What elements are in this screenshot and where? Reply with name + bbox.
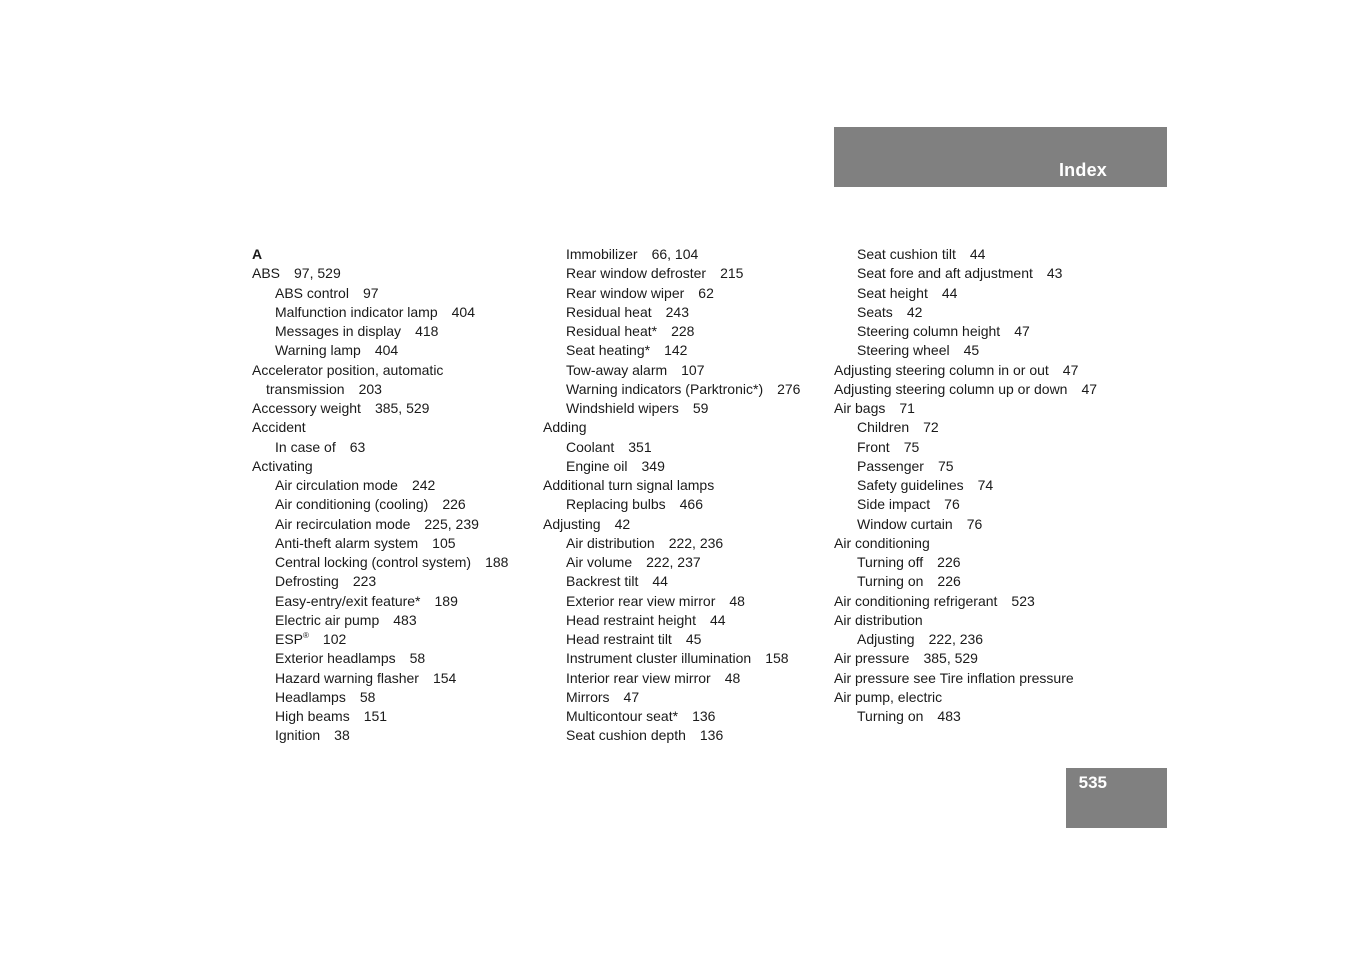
index-letter-heading [252, 245, 542, 264]
index-page-ref: 189 [434, 592, 458, 609]
index-entry [252, 688, 542, 707]
page-number-tab [1066, 768, 1167, 828]
index-page-ref: 45 [685, 631, 702, 647]
index-term: Exterior headlamps [275, 650, 396, 667]
page-number: 535 [1078, 773, 1107, 792]
index-term: Steering column height [857, 323, 1001, 339]
index-page-ref: 228 [671, 323, 695, 339]
index-page-ref: 188 [485, 554, 509, 570]
index-page-ref: 43 [1046, 265, 1063, 282]
index-page-ref: 136 [699, 727, 724, 744]
index-entry [543, 534, 833, 553]
index-entry [252, 457, 542, 476]
index-term: Warning lamp [275, 342, 361, 359]
index-entry [834, 515, 1124, 534]
index-term: Seat fore and aft adjustment [857, 265, 1033, 282]
index-page-ref: 44 [969, 246, 986, 262]
index-page-ref: 44 [652, 573, 668, 590]
index-page-ref: 107 [681, 361, 705, 378]
index-entry [543, 438, 833, 457]
index-page-ref: 105 [432, 534, 456, 551]
index-page-ref: 136 [692, 708, 716, 724]
section-header-tab [834, 127, 1167, 187]
index-page-ref: 523 [1011, 592, 1035, 609]
index-entry [252, 438, 542, 457]
index-term: ABS control [275, 284, 349, 301]
index-term: Air distribution [566, 534, 655, 551]
index-entry [543, 611, 833, 630]
index-term: Head restraint tilt [566, 631, 672, 647]
index-page-ref: 243 [665, 303, 689, 320]
index-term: A [252, 246, 263, 262]
index-page-ref: 404 [374, 342, 399, 359]
index-term: Easy-entry/exit feature* [275, 592, 421, 609]
index-term: Tow-away alarm [566, 361, 668, 378]
index-entry [543, 592, 833, 611]
index-entry [252, 649, 542, 668]
index-page-ref: 75 [937, 457, 954, 474]
index-page-ref: 48 [729, 592, 745, 609]
index-page-ref: 42 [614, 515, 631, 532]
index-entry [834, 592, 1124, 611]
index-term: Accessory weight [252, 400, 361, 416]
index-term: Air bags [834, 400, 886, 416]
index-entry [834, 245, 1124, 264]
index-term: Adding [543, 419, 587, 436]
index-column-2 [543, 245, 833, 746]
index-page-ref: 225, 239 [424, 515, 479, 532]
index-entry [543, 669, 833, 688]
index-term: Hazard warning flasher [275, 669, 419, 686]
index-page-ref: 62 [698, 284, 714, 301]
index-page-ref: 154 [432, 669, 457, 686]
index-entry [834, 322, 1124, 341]
index-entry [834, 534, 1124, 553]
index-entry [543, 630, 833, 649]
index-page-ref: 38 [334, 727, 350, 744]
index-term: Air conditioning refrigerant [834, 592, 998, 609]
index-term: Seat cushion depth [566, 727, 686, 744]
index-column-1 [252, 245, 542, 746]
index-entry [834, 399, 1124, 418]
index-term: Seat height [857, 284, 928, 301]
index-page-ref: 151 [363, 708, 388, 724]
index-entry [834, 418, 1124, 437]
index-page-ref: 158 [765, 650, 789, 667]
index-term: Air pump, electric [834, 688, 943, 705]
index-term: Electric air pump [275, 611, 380, 628]
index-page-ref: 42 [906, 303, 923, 320]
index-page-ref: 222, 236 [668, 534, 724, 551]
index-entry [252, 341, 542, 360]
index-entry [543, 572, 833, 591]
index-term: Adjusting [857, 631, 915, 647]
index-page-ref: 74 [977, 477, 994, 493]
index-entry [834, 707, 1124, 726]
index-entry [543, 649, 833, 668]
index-term: Rear window wiper [566, 284, 685, 301]
index-term: Backrest tilt [566, 573, 639, 590]
index-entry [834, 457, 1124, 476]
index-entry [543, 726, 833, 745]
index-term: Accelerator position, automatic [252, 361, 444, 378]
index-entry [834, 380, 1124, 399]
index-page-ref: 58 [359, 688, 376, 705]
index-entry [252, 726, 542, 745]
index-term: Passenger [857, 457, 924, 474]
index-term: Steering wheel [857, 342, 950, 359]
index-column-3 [834, 245, 1124, 726]
index-entry [834, 611, 1124, 630]
index-page-ref: 242 [411, 477, 436, 493]
index-entry [543, 515, 833, 534]
index-term: Additional turn signal lamps [543, 477, 715, 493]
index-page-ref: 72 [923, 419, 939, 436]
index-term: transmission [266, 380, 345, 397]
index-entry [834, 361, 1124, 380]
index-entry [252, 553, 542, 572]
index-term: Anti-theft alarm system [275, 534, 419, 551]
index-page-ref: 47 [1014, 323, 1030, 339]
index-entry [252, 476, 542, 495]
index-page-ref: 47 [1062, 361, 1079, 378]
index-entry [543, 361, 833, 380]
index-entry [252, 418, 542, 437]
index-term: Replacing bulbs [566, 496, 666, 513]
index-entry [252, 303, 542, 322]
index-entry [543, 418, 833, 437]
index-term: Defrosting [275, 573, 339, 590]
index-term: Air volume [566, 554, 633, 570]
index-entry [543, 688, 833, 707]
index-page-ref: 142 [664, 342, 688, 359]
index-term: Front [857, 438, 890, 455]
index-term: ABS [252, 265, 281, 282]
index-term: Turning off [857, 554, 924, 570]
index-term: Head restraint height [566, 611, 696, 628]
index-page-ref: 215 [720, 265, 744, 282]
index-page-ref: 226 [442, 496, 466, 513]
index-page-ref: 97, 529 [294, 265, 341, 282]
index-entry [543, 322, 833, 341]
index-entry [543, 553, 833, 572]
index-term: Safety guidelines [857, 477, 964, 493]
index-entry [543, 457, 833, 476]
index-entry [252, 515, 542, 534]
index-term: Residual heat* [566, 323, 658, 339]
index-page-ref: 222, 237 [646, 554, 701, 570]
index-term: Air distribution [834, 611, 923, 628]
index-entry [252, 534, 542, 553]
index-entry [543, 264, 833, 283]
index-entry [834, 669, 1124, 688]
index-term: Seat cushion tilt [857, 246, 956, 262]
index-page-ref: 75 [903, 438, 920, 455]
index-entry [834, 264, 1124, 283]
index-term: Air pressure [834, 650, 910, 667]
index-entry [252, 630, 542, 649]
index-page-ref: 226 [937, 554, 961, 570]
index-page-ref: 351 [628, 438, 652, 455]
index-page-ref: 76 [966, 515, 983, 532]
index-page-ref: 418 [415, 323, 439, 339]
index-term: High beams [275, 708, 350, 724]
index-term: In case of [275, 438, 336, 455]
index-entry [834, 284, 1124, 303]
index-entry [252, 380, 542, 399]
index-term: Side impact [857, 496, 931, 513]
index-entry [252, 572, 542, 591]
index-term: Children [857, 419, 910, 436]
index-entry [252, 264, 542, 283]
index-entry [834, 476, 1124, 495]
index-entry [543, 341, 833, 360]
index-page-ref: 483 [937, 708, 961, 724]
index-term: Adjusting [543, 515, 601, 532]
index-entry [834, 572, 1124, 591]
index-page-ref: 76 [944, 496, 960, 513]
index-page-ref: 385, 529 [923, 650, 978, 667]
index-page-ref: 385, 529 [374, 400, 430, 416]
index-term: Activating [252, 457, 313, 474]
index-page-ref: 226 [937, 573, 961, 590]
index-page-ref: 203 [358, 380, 382, 397]
index-page-ref: 45 [963, 342, 980, 359]
index-entry [834, 553, 1124, 572]
index-entry [252, 592, 542, 611]
index-entry [252, 495, 542, 514]
index-term: Rear window defroster [566, 265, 707, 282]
index-term: Messages in display [275, 323, 402, 339]
index-entry [834, 303, 1124, 322]
index-term: Multicontour seat* [566, 708, 679, 724]
index-entry [834, 688, 1124, 707]
index-page-ref: 48 [724, 669, 741, 686]
index-term: Malfunction indicator lamp [275, 303, 438, 320]
index-page-ref: 71 [899, 400, 915, 416]
index-entry [252, 707, 542, 726]
index-term: Air pressure see Tire inflation pressure [834, 669, 1074, 686]
index-page-ref: 59 [692, 400, 709, 416]
index-term: Air conditioning (cooling) [275, 496, 429, 513]
index-entry [543, 380, 833, 399]
index-entry [834, 649, 1124, 668]
index-entry [252, 669, 542, 688]
index-term: Interior rear view mirror [566, 669, 711, 686]
index-page-ref: 63 [349, 438, 366, 455]
index-term: Residual heat [566, 303, 652, 320]
index-term: Accident [252, 419, 306, 436]
index-term: Coolant [566, 438, 615, 455]
index-page-ref: 44 [941, 284, 958, 301]
index-term: Seat heating* [566, 342, 651, 359]
index-term: Turning on [857, 708, 924, 724]
index-term: Ignition [275, 727, 321, 744]
index-page-ref: 404 [451, 303, 475, 320]
index-page-ref: 47 [623, 688, 640, 705]
index-entry [543, 284, 833, 303]
index-page-ref: 102 [322, 631, 347, 647]
index-entry [543, 245, 833, 264]
index-entry [543, 303, 833, 322]
index-page-ref: 222, 236 [928, 631, 984, 647]
index-page-ref: 44 [709, 611, 726, 628]
index-term: Adjusting steering column up or down [834, 380, 1068, 397]
index-term: Headlamps [275, 688, 346, 705]
index-entry [834, 341, 1124, 360]
index-entry [252, 322, 542, 341]
index-entry [252, 399, 542, 418]
index-page-ref: 223 [352, 573, 377, 590]
index-term: Windshield wipers [566, 400, 679, 416]
index-entry [834, 630, 1124, 649]
index-entry [543, 707, 833, 726]
section-title: Index [1058, 160, 1107, 180]
index-term: Engine oil [566, 457, 628, 474]
index-page-ref: 58 [409, 650, 426, 667]
index-term: Seats [857, 303, 893, 320]
index-page-ref: 466 [679, 496, 703, 513]
index-term: Turning on [857, 573, 924, 590]
index-page-ref: 97 [362, 284, 379, 301]
index-page-ref: 483 [393, 611, 417, 628]
index-term: Air recirculation mode [275, 515, 411, 532]
index-entry [543, 476, 833, 495]
index-entry [543, 495, 833, 514]
index-page-ref: 47 [1081, 380, 1098, 397]
index-page-ref: 66, 104 [651, 246, 699, 262]
index-term: Window curtain [857, 515, 953, 532]
index-term: Mirrors [566, 688, 610, 705]
index-term: Adjusting steering column in or out [834, 361, 1049, 378]
index-entry [252, 611, 542, 630]
index-entry [543, 399, 833, 418]
index-page-ref: 276 [777, 380, 801, 397]
index-entry [252, 284, 542, 303]
index-term: ESP [275, 631, 304, 647]
index-page-ref: 349 [641, 457, 665, 474]
registered-mark: ® [303, 631, 309, 640]
index-term: Exterior rear view mirror [566, 592, 716, 609]
index-entry [834, 495, 1124, 514]
index-term: Warning indicators (Parktronic*) [566, 380, 764, 397]
index-term: Immobilizer [566, 246, 638, 262]
index-term: Instrument cluster illumination [566, 650, 752, 667]
index-term: Central locking (control system) [275, 554, 472, 570]
index-term: Air conditioning [834, 534, 930, 551]
index-entry [252, 361, 542, 380]
index-term: Air circulation mode [275, 477, 398, 493]
index-entry [834, 438, 1124, 457]
